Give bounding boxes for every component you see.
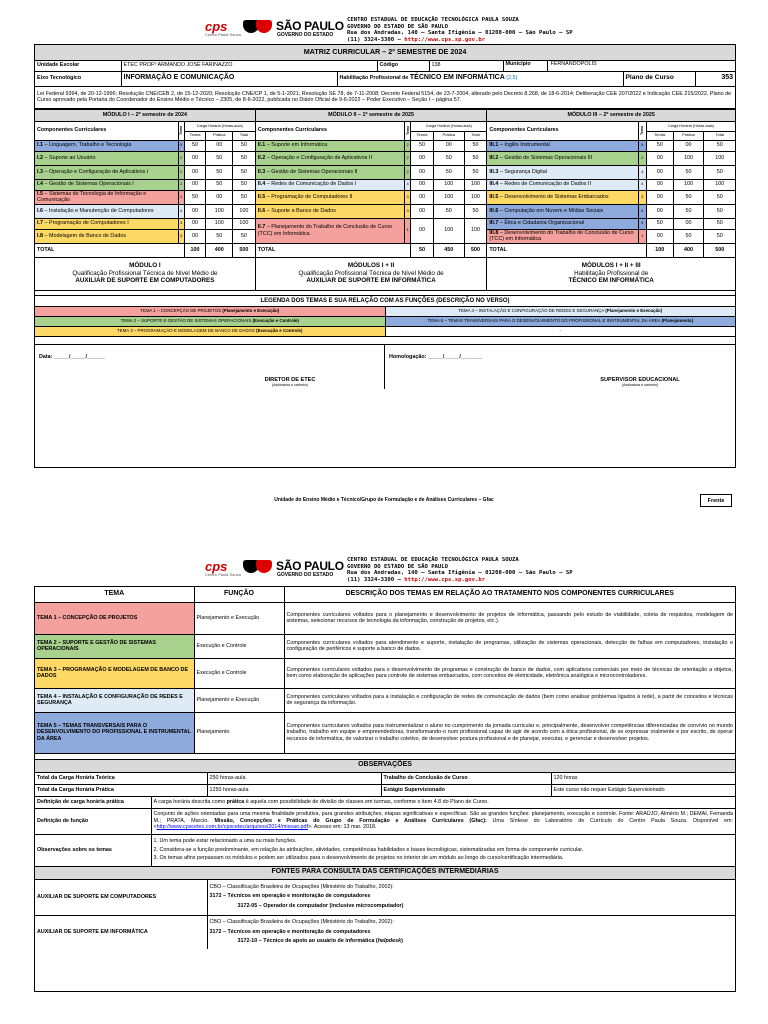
- hours-pratica: 50: [206, 151, 233, 165]
- tema-1-name: TEMA 1 – CONCEPÇÃO DE PROJETOS: [35, 602, 194, 634]
- qualif-modulo-3: MÓDULOS I + II + III Habilitação Profissional de TÉCNICO EM INFORMÁTICA: [487, 257, 735, 290]
- hours-teoria: 50: [646, 140, 673, 151]
- m1-total-teoria: 100: [184, 243, 206, 257]
- hours-pratica: 50: [433, 165, 464, 179]
- temas-frame: [34, 586, 736, 992]
- tema-row: [35, 634, 735, 658]
- component-name: III.2 – Gestão de Sistemas Operacionais III: [487, 151, 638, 165]
- page1-header: [205, 17, 605, 43]
- hours-pratica: 100: [433, 218, 464, 243]
- frente-label: Frente: [700, 494, 732, 507]
- hours-total: 50: [704, 229, 735, 243]
- hours-pratica: 50: [206, 229, 233, 243]
- col-funcao: FUNÇÃO: [194, 587, 284, 602]
- hours-pratica: 50: [673, 229, 704, 243]
- cps-logo: cps Centro Paula Souza: [205, 19, 241, 37]
- obs-item: 3. Os temas afins perpassam os módulos e podem ser utilizados para o desenvolvimento de projetos no interior de um módulo ao longo do curso/certificação intermediária.: [153, 855, 564, 862]
- institution-address: CENTRO ESTADUAL DE EDUCAÇÃO TECNOLÓGICA PAULA SOUZA GOVERNO DO ESTADO DE SÃO PAULO Rua dos Andradas, 140 – Santa Ifigênia – 01208-000 – São Paulo – SP (11) 3324-3300 – http://www.cps.sp.gov.br: [347, 17, 573, 43]
- qualif-modulo-1: MÓDULO I Qualificação Profissional Técnica de Nível Médio de AUXILIAR DE SUPORTE EM COMPUTADORES: [35, 257, 255, 290]
- col-descricao: DESCRIÇÃO DOS TEMAS EM RELAÇÃO AO TRATAMENTO NOS COMPONENTES CURRICULARES: [284, 587, 735, 602]
- temas-table: [35, 587, 735, 754]
- hours-teoria: 00: [184, 204, 206, 218]
- hours-total: 50: [464, 204, 487, 218]
- legend-table: [35, 296, 735, 338]
- hours-total: 50: [704, 218, 735, 229]
- cert-2-details: CBO – Classificação Brasileira de Ocupações (Ministério do Trabalho, 2002): 3172 – Técnicos em operação e monitoração de computadores 3172-10 – Técnico de apoio ao usuário de informática (helpdesk): [207, 915, 735, 949]
- legend-empty: -: [385, 327, 735, 337]
- component-name: II.2 – Operação e Configuração de Aplicativos II: [255, 151, 404, 165]
- hours-pratica: 50: [206, 179, 233, 190]
- obs-item: 1. Um tema pode estar relacionado a uma ou mais funções.: [153, 838, 297, 845]
- def-carga-text: A carga horária descrita como prática é aquela com possibilidade de divisão de classes em turmas, conforme o item 4.8 do Plano de Curso.: [151, 796, 735, 808]
- hours-teoria: 00: [646, 204, 673, 218]
- component-tema: 4: [638, 165, 646, 179]
- hours-total: 100: [464, 179, 487, 190]
- m3-total-label: TOTAL: [487, 243, 647, 257]
- component-row: [35, 140, 735, 151]
- plano-value: 353: [695, 71, 735, 86]
- tema-4-name: TEMA 4 – INSTALAÇÃO E CONFIGURAÇÃO DE REDES E SEGURANÇA: [35, 688, 194, 712]
- component-name: III.4 – Redes de Comunicação de Dados II: [487, 179, 638, 190]
- hours-total: 50: [233, 165, 256, 179]
- matriz-header-table: [35, 45, 735, 109]
- observacoes-table: [35, 759, 735, 950]
- hours-teoria: 00: [646, 151, 673, 165]
- tema-row: [35, 602, 735, 634]
- component-row: [35, 190, 735, 204]
- component-tema: 2: [405, 151, 411, 165]
- m3-total-pratica: 400: [673, 243, 704, 257]
- tema-row: [35, 658, 735, 688]
- hours-total: 100: [233, 204, 256, 218]
- hours-pratica: 100: [206, 218, 233, 229]
- hours-pratica: 00: [673, 140, 704, 151]
- hours-total: 100: [464, 218, 487, 243]
- hours-pratica: 50: [206, 165, 233, 179]
- institution-address: CENTRO ESTADUAL DE EDUCAÇÃO TECNOLÓGICA PAULA SOUZA GOVERNO DO ESTADO DE SÃO PAULO Rua dos Andradas, 140 – Santa Ifigênia – 01208-000 – São Paulo – SP (11) 3324-3300 – http://www.cps.sp.gov.br: [347, 557, 573, 583]
- hours-pratica: 100: [433, 190, 464, 204]
- tema-4-funcao: Planejamento e Execução: [194, 688, 284, 712]
- m3-total-header: Total: [704, 131, 735, 140]
- hours-teoria: 00: [411, 218, 434, 243]
- estagio-value: Este curso não requer Estágio Supervisionado: [551, 784, 735, 796]
- plano-label: Plano de Curso: [623, 71, 695, 86]
- tema-3-desc: Componentes curriculares voltados para o desenvolvimento de programas e construção de banco de dados, com aplicativos comerciais por meio de técnicas de orientação a objetos, bem como elaboração de aplicações para controle de sistemas embarcados, com conceitos de eletricidade, eletrônica analógica e microcontroladores.: [284, 658, 735, 688]
- obs-temas-label: Observações sobre os temas: [35, 834, 151, 866]
- component-tema: 1: [405, 218, 411, 243]
- component-name: III.3 – Segurança Digital: [487, 165, 638, 179]
- matriz-title: MATRIZ CURRICULAR – 2º SEMESTRE DE 2024: [35, 45, 735, 60]
- component-name: II.6 – Suporte a Banco de Dados: [255, 204, 404, 218]
- component-tema: 3: [405, 204, 411, 218]
- component-tema: 4: [405, 179, 411, 190]
- m1-carga-header: Carga Horária (Horas-aula): [184, 121, 255, 131]
- matriz-curricular-frame: [34, 44, 736, 468]
- component-name: III.5 – Desenvolvimento de Sistemas Embarcados: [487, 190, 638, 204]
- hours-pratica: 00: [673, 218, 704, 229]
- component-name: I.3 – Operação e Configuração de Aplicativos I: [35, 165, 178, 179]
- component-tema: 1: [178, 190, 184, 204]
- tema-1-funcao: Planejamento e Execução: [194, 602, 284, 634]
- component-tema: 1: [638, 229, 646, 243]
- component-tema: 2: [638, 151, 646, 165]
- eixo-label: Eixo Tecnológico: [35, 71, 121, 86]
- hours-pratica: 50: [673, 165, 704, 179]
- tema-row: [35, 712, 735, 753]
- qualificacoes-row: [35, 257, 735, 290]
- hours-total: 50: [704, 190, 735, 204]
- supervisor-signature: SUPERVISOR EDUCACIONAL (Assinatura e carimbo): [600, 377, 680, 387]
- m1-total-label: TOTAL: [35, 243, 184, 257]
- municipio-value: FERNANDÓPOLIS: [550, 60, 597, 67]
- component-name: III.1 – Inglês Instrumental: [487, 140, 638, 151]
- legend-title: LEGENDA DOS TEMAS E SUA RELAÇÃO COM AS FUNÇÕES (DESCRIÇÃO NO VERSO): [35, 296, 735, 307]
- component-name: III.7 – Ética e Cidadania Organizacional: [487, 218, 638, 229]
- m3-tema-header: Tema: [638, 121, 646, 140]
- hours-teoria: 50: [184, 190, 206, 204]
- hours-pratica: 100: [673, 179, 704, 190]
- sp-government-logo: SÃO PAULO GOVERNO DO ESTADO: [243, 558, 348, 580]
- tema-2-funcao: Execução e Controle: [194, 634, 284, 658]
- hours-total: 100: [464, 190, 487, 204]
- m2-total-label: TOTAL: [255, 243, 410, 257]
- legend-tema-4: TEMA 4 – INSTALAÇÃO E CONFIGURAÇÃO DE REDES E SEGURANÇA (Planejamento e Execução): [385, 307, 735, 317]
- estagio-label: Estágio Supervisionado: [381, 784, 551, 796]
- m3-total-teoria: 100: [646, 243, 673, 257]
- hours-teoria: 00: [411, 190, 434, 204]
- hours-total: 50: [233, 179, 256, 190]
- m1-comp-header: Componentes Curriculares: [35, 121, 178, 140]
- obs-item: 2. Considera-se a função predominante, em relação às atribuições, atividades, competências habilidades e bases tecnológicas, sistematizadas em forma de componente curricular.: [153, 846, 584, 853]
- hours-teoria: 00: [646, 190, 673, 204]
- component-row: [35, 165, 735, 179]
- hours-teoria: 50: [411, 140, 434, 151]
- missao-pdf-link[interactable]: http://www.cpscetec.com.br/cpscetec/arquivos/2014/missao.pdf: [156, 824, 308, 831]
- component-name: II.7 – Planejamento do Trabalho de Conclusão de Curso (TCC) em Informática: [255, 218, 404, 243]
- fontes-title: FONTES PARA CONSULTA DAS CERTIFICAÇÕES INTERMEDIÁRIAS: [35, 866, 735, 879]
- hours-pratica: 50: [673, 190, 704, 204]
- component-tema: 5: [178, 140, 184, 151]
- m2-total-header: Total: [464, 131, 487, 140]
- hours-teoria: 00: [184, 179, 206, 190]
- hours-total: 50: [233, 151, 256, 165]
- component-name: I.4 – Gestão de Sistemas Operacionais I: [35, 179, 178, 190]
- codigo-label: Código: [377, 60, 429, 71]
- hours-teoria: 00: [184, 218, 206, 229]
- hours-teoria: 00: [411, 179, 434, 190]
- hours-total: 50: [704, 165, 735, 179]
- observacoes-title: OBSERVAÇÕES: [35, 759, 735, 772]
- component-tema: 5: [638, 204, 646, 218]
- unidade-value: ETEC PROFº ARMANDO JOSÉ FARINAZZO: [121, 60, 377, 71]
- hours-pratica: 00: [206, 140, 233, 151]
- component-name: III.8 – Desenvolvimento do Trabalho de Conclusão de Curso (TCC) em Informática: [487, 229, 638, 243]
- cert-1-details: CBO – Classificação Brasileira de Ocupações (Ministério do Trabalho, 2002): 3172 – Técnicos em operação e monitoração de computadores 3172-05 – Operador de computador (inclusive microcomputador): [207, 879, 735, 915]
- hours-pratica: 100: [673, 151, 704, 165]
- hours-total: 100: [704, 179, 735, 190]
- cert-2-name: AUXILIAR DE SUPORTE EM INFORMÁTICA: [35, 915, 207, 949]
- hours-pratica: 50: [433, 204, 464, 218]
- hours-teoria: 00: [646, 179, 673, 190]
- hours-total: 50: [233, 140, 256, 151]
- totals-row: [35, 243, 735, 257]
- component-tema: 2: [178, 151, 184, 165]
- component-tema: 2: [178, 179, 184, 190]
- component-tema: 3: [178, 218, 184, 229]
- unidade-label: Unidade Escolar: [35, 60, 121, 71]
- hours-pratica: 00: [433, 140, 464, 151]
- component-name: II.3 – Gestão de Sistemas Operacionais II: [255, 165, 404, 179]
- component-row: [35, 204, 735, 218]
- tema-5-desc: Componentes curriculares voltados para instrumentalizar o aluno no cumprimento da jornada curricular e, principalmente, desenvolver competências diferenciadas de convívio no mundo trabalho, trabalho em equipe e empreendedoras, transformando-o num profissional capaz de agir de acordo com a ética profissional, de se expressar oralmente e por escrito, de operar recursos de informática, de valorizar o trabalho coletivo, de desenvolver postura profissional e de planejar, executar, e gerenciar e desenvolver projetos.: [284, 712, 735, 753]
- component-name: II.1 – Suporte em Informática: [255, 140, 404, 151]
- hours-teoria: 00: [646, 229, 673, 243]
- legend-tema-1: TEMA 1 – CONCEPÇÃO DE PROJETOS (Planejamento e Execução): [35, 307, 385, 317]
- hours-pratica: 100: [433, 179, 464, 190]
- page2-header: [205, 557, 605, 583]
- m2-total-pratica: 450: [433, 243, 464, 257]
- def-funcao-label: Definição de função: [35, 808, 151, 834]
- tema-5-funcao: Planejamento: [194, 712, 284, 753]
- component-name: I.8 – Modelagem de Banco de Dados: [35, 229, 178, 243]
- m2-carga-header: Carga Horária (Horas-aula): [411, 121, 487, 131]
- hours-total: 50: [233, 229, 256, 243]
- hours-total: 100: [233, 218, 256, 229]
- hours-total: 50: [704, 204, 735, 218]
- m3-comp-header: Componentes Curriculares: [487, 121, 638, 140]
- habilitacao-label: Habilitação Profissional de: [339, 75, 410, 82]
- component-tema: 4: [178, 204, 184, 218]
- m1-total-total: 500: [233, 243, 256, 257]
- component-row: [35, 218, 735, 229]
- hours-teoria: 00: [184, 151, 206, 165]
- total-pratica-label: Total da Carga Horária Prática: [35, 784, 207, 796]
- cert-1-name: AUXILIAR DE SUPORTE EM COMPUTADORES: [35, 879, 207, 915]
- module-3-title: MÓDULO III – 2º semestre de 2025: [487, 109, 735, 121]
- codigo-value: 138: [429, 60, 503, 71]
- tema-4-desc: Componentes curriculares voltados para a instalação e configuração de redes de comunicação de dados (bem como analisar problemas ligados à rede), a partir de conceitos e técnicas de segurança da informação.: [284, 688, 735, 712]
- legend-tema-2: TEMA 2 – SUPORTE E GESTÃO DE SISTEMAS OPERACIONAIS (Execução e Controle): [35, 317, 385, 327]
- m2-comp-header: Componentes Curriculares: [255, 121, 404, 140]
- hours-pratica: 00: [206, 190, 233, 204]
- signature-area: [35, 345, 735, 389]
- obs-temas-list: [151, 834, 735, 866]
- cert-row: [35, 879, 735, 915]
- total-teorica-value: 250 horas-aula: [207, 772, 381, 784]
- component-row: [35, 179, 735, 190]
- hours-teoria: 00: [411, 151, 434, 165]
- sp-government-logo: SÃO PAULO GOVERNO DO ESTADO: [243, 18, 348, 40]
- total-teorica-label: Total da Carga Horária Teórica: [35, 772, 207, 784]
- component-tema: 5: [638, 218, 646, 229]
- homologacao-field: Homologação: _____/_____/_______: [389, 354, 482, 360]
- tema-3-funcao: Execução e Controle: [194, 658, 284, 688]
- diretor-signature: DIRETOR DE ETEC (Assinatura e carimbo): [264, 377, 316, 387]
- hours-teoria: 00: [411, 204, 434, 218]
- legend-tema-3: TEMA 3 – PROGRAMAÇÃO E MODELAGEM DE BANCO DE DADOS (Execução e Controle): [35, 327, 385, 337]
- hours-total: 50: [464, 165, 487, 179]
- col-tema: TEMA: [35, 587, 194, 602]
- tema-5-name: TEMA 5 – TEMAS TRANSVERSAIS PARA O DESENVOLVIMENTO DO PROFISSIONAL E INSTRUMENTAL DA ÁREA: [35, 712, 194, 753]
- component-name: I.6 – Instalação e Manutenção de Computadores: [35, 204, 178, 218]
- qualif-modulo-2: MÓDULOS I + II Qualificação Profissional Técnica de Nível Médio de AUXILIAR DE SUPORTE EM INFORMÁTICA: [255, 257, 487, 290]
- hours-total: 50: [464, 151, 487, 165]
- m3-pratica-header: Prática: [673, 131, 704, 140]
- data-field: Data: _____/_____/______: [39, 354, 105, 360]
- component-tema: 2: [405, 165, 411, 179]
- component-name: I.7 – Programação de Computadores I: [35, 218, 178, 229]
- habilitacao-code: (2,5): [506, 75, 518, 82]
- m3-teoria-header: Teoria: [646, 131, 673, 140]
- hours-pratica: 100: [206, 204, 233, 218]
- tcc-value: 120 horas: [551, 772, 735, 784]
- modules-table: [35, 109, 735, 291]
- hours-teoria: 00: [184, 229, 206, 243]
- m1-pratica-header: Prática: [206, 131, 233, 140]
- habilitacao-value: TÉCNICO EM INFORMÁTICA: [409, 74, 505, 82]
- municipio-label: Município: [504, 61, 548, 71]
- component-tema: 4: [638, 179, 646, 190]
- eixo-value: INFORMAÇÃO E COMUNICAÇÃO: [121, 71, 337, 86]
- hours-teoria: 50: [184, 140, 206, 151]
- legend-tema-5: TEMA 5 – TEMAS TRANSVERSAIS PARA O DESENVOLVIMENTO DO PROFISSIONAL E INSTRUMENTAL DA ÁREA (Planejamento): [385, 317, 735, 327]
- tcc-label: Trabalho de Conclusão de Curso: [381, 772, 551, 784]
- hours-pratica: 50: [673, 204, 704, 218]
- def-funcao-text: Conjunto de ações orientadas para uma mesma finalidade produtiva, para grandes atribuições, etapas significativas e específicas. São as grandes funções: planejamento, execução e controle. Fonte: ARAÚJO, Almério M.; DEMAI, Fernanda M.; PRATA, Marcio. Missão, Concepções e Práticas do Grupo de Formulação e Análises Curriculares (Gfac): Uma Síntese do Laboratório de Currículo do Centro Paula Souza. Disponível em: <http://www.cpscetec.com.br/cpscetec/arquivos/2014/missao.pdf>. Acesso em: 13 mar. 2018.: [151, 808, 735, 834]
- m1-total-header: Total: [233, 131, 256, 140]
- m3-total-total: 500: [704, 243, 735, 257]
- tema-1-desc: Componentes curriculares voltados para o planejamento e desenvolvimento de projetos de informática, passando pelo estudo de viabilidade, coleta de requisitos, modelagem de sistemas, selecionar recursos de tecnologia da informação, construção de projetos, etc.).: [284, 602, 735, 634]
- hours-pratica: 50: [433, 151, 464, 165]
- tema-2-desc: Componentes curriculares voltados para atendimento e suporte, instalação de programas, utilização de sistemas operacionais, detecção de falhas em computadores, instalação e configuração de periféricos e suporte a banco de dados.: [284, 634, 735, 658]
- hours-teoria: 00: [646, 165, 673, 179]
- component-tema: 3: [178, 229, 184, 243]
- hours-teoria: 00: [411, 165, 434, 179]
- m1-teoria-header: Teoria: [184, 131, 206, 140]
- m2-teoria-header: Teoria: [411, 131, 434, 140]
- component-name: I.2 – Suporte ao Usuário: [35, 151, 178, 165]
- page1-footer: Unidade do Ensino Médio e Técnico/Grupo de Formulação e de Análises Curriculares – Gfac: [274, 497, 494, 503]
- component-tema: 2: [405, 140, 411, 151]
- component-tema: 5: [638, 140, 646, 151]
- hours-total: 100: [704, 151, 735, 165]
- cert-row: [35, 915, 735, 949]
- hours-total: 50: [464, 140, 487, 151]
- m1-total-pratica: 400: [206, 243, 233, 257]
- hours-teoria: 00: [184, 165, 206, 179]
- legal-basis: Lei Federal 9394, de 20-12-1996; Resolução CNE/CEB 2, de 15-12-2020; Resolução CNE/CP 1, de 5-1-2021; Resolução SE 78, de 7-11-2008; Decreto Federal 5154, de 23-7-2004, alterado pelo Decreto 8.268, de 18-6-2014; Deliberação CEE 207/2022 e Indicação CEE 215/2022. Plano de Curso aprovado pela Portaria do Coordenador do Ensino Médio e Técnico – 2305, de 8-6-2022, publicada no Diário Oficial de 9-6-2022 – Poder Executivo – Seção I – página 57.: [35, 86, 735, 108]
- m2-total-total: 500: [464, 243, 487, 257]
- tema-3-name: TEMA 3 – PROGRAMAÇÃO E MODELAGEM DE BANCO DE DADOS: [35, 658, 194, 688]
- m2-tema-header: Tema: [405, 121, 411, 140]
- hours-total: 50: [704, 140, 735, 151]
- module-2-title: MÓDULO II – 1º semestre de 2025: [255, 109, 487, 121]
- component-name: I.5 – Sistemas de Tecnologia de Informação e Comunicação: [35, 190, 178, 204]
- m3-carga-header: Carga Horária (Horas-aula): [646, 121, 735, 131]
- def-carga-label: Definição de carga horária prática: [35, 796, 151, 808]
- hours-total: 50: [233, 190, 256, 204]
- cps-logo: cps Centro Paula Souza: [205, 559, 241, 577]
- component-name: III.6 – Computação em Nuvem e Mídias Sociais: [487, 204, 638, 218]
- m1-tema-header: Tema: [178, 121, 184, 140]
- module-1-title: MÓDULO I – 2º semestre de 2024: [35, 109, 255, 121]
- tema-row: [35, 688, 735, 712]
- total-pratica-value: 1250 horas-aula: [207, 784, 381, 796]
- component-row: [35, 151, 735, 165]
- hours-teoria: 50: [646, 218, 673, 229]
- component-tema: 3: [638, 190, 646, 204]
- component-name: II.4 – Redes de Comunicação de Dados I: [255, 179, 404, 190]
- component-name: II.5 – Programação de Computadores II: [255, 190, 404, 204]
- component-name: I.1 – Linguagem, Trabalho e Tecnologia: [35, 140, 178, 151]
- component-tema: 2: [178, 165, 184, 179]
- m2-pratica-header: Prática: [433, 131, 464, 140]
- component-tema: 3: [405, 190, 411, 204]
- m2-total-teoria: 50: [411, 243, 434, 257]
- tema-2-name: TEMA 2 – SUPORTE E GESTÃO DE SISTEMAS OPERACIONAIS: [35, 634, 194, 658]
